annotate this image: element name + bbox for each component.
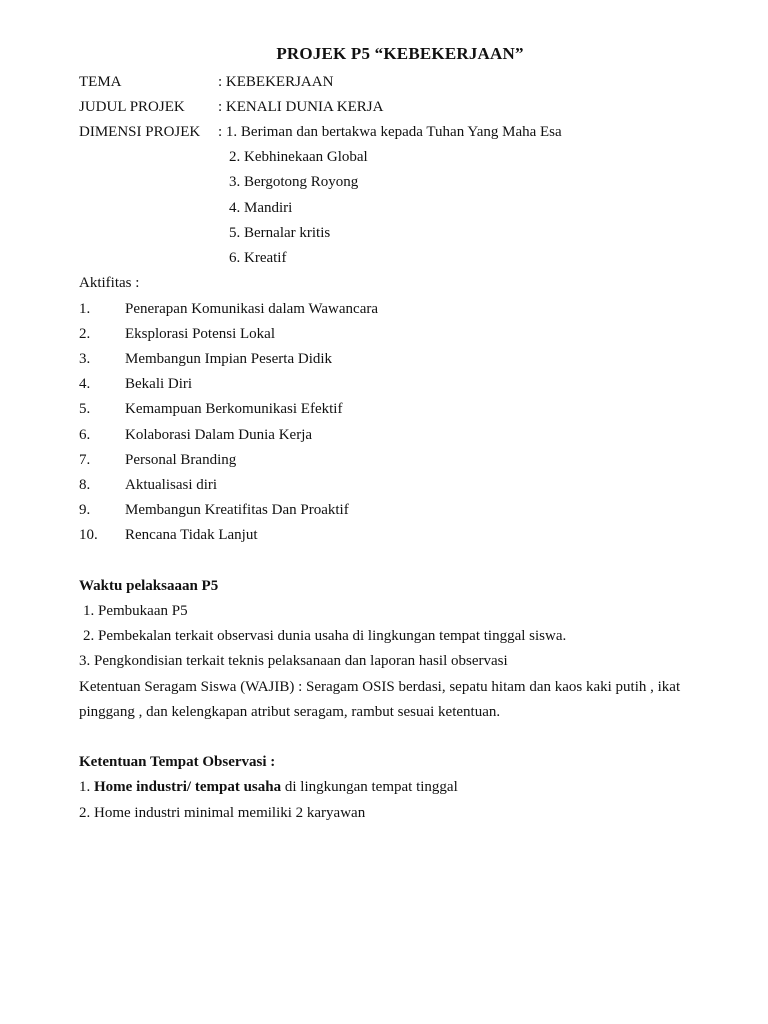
tempat-item [79, 778, 458, 796]
judul-value: : KENALI DUNIA KERJA [218, 99, 384, 115]
aktifitas-heading: Aktifitas : [79, 275, 140, 291]
list-number: 4. [79, 376, 91, 392]
list-number: 8. [79, 477, 91, 493]
dimensi-item: 4. Mandiri [229, 200, 293, 216]
dimensi-item: 2. Kebhinekaan Global [229, 149, 368, 165]
list-number: 6. [79, 427, 91, 443]
dimensi-item: 3. Bergotong Royong [229, 174, 359, 190]
seragam-text-line1: Ketentuan Seragam Siswa (WAJIB) : Seragam OSIS berdasi, sepatu hitam dan kaos kaki putih , ikat [79, 679, 681, 695]
tema-label: TEMA [79, 74, 122, 90]
list-text: Membangun Impian Peserta Didik [125, 351, 333, 367]
list-text: Aktualisasi diri [125, 477, 218, 493]
list-text: Bekali Diri [125, 376, 193, 392]
waktu-item: 3. Pengkondisian terkait teknis pelaksanaan dan laporan hasil observasi [79, 653, 508, 669]
list-number: 1. [79, 301, 91, 317]
waktu-item: 1. Pembukaan P5 [83, 603, 188, 619]
list-text: Eksplorasi Potensi Lokal [125, 326, 275, 342]
tempat-heading: Ketentuan Tempat Observasi : [79, 754, 276, 770]
waktu-item: 2. Pembekalan terkait observasi dunia usaha di lingkungan tempat tinggal siswa. [83, 628, 567, 644]
list-number: 5. [79, 401, 91, 417]
list-number: 3. [79, 351, 91, 367]
dimensi-item: 5. Bernalar kritis [229, 225, 331, 241]
list-number: 2. [79, 326, 91, 342]
judul-label: JUDUL PROJEK [79, 99, 185, 115]
tempat-item: 2. Home industri minimal memiliki 2 karyawan [79, 805, 366, 821]
list-number: 10. [79, 527, 98, 543]
list-text: Kemampuan Berkomunikasi Efektif [125, 401, 343, 417]
list-text: Rencana Tidak Lanjut [125, 527, 258, 543]
list-text: Membangun Kreatifitas Dan Proaktif [125, 502, 349, 518]
waktu-heading: Waktu pelaksaaan P5 [79, 578, 219, 594]
tempat-item-bold: Home industri/ tempat usaha [94, 779, 282, 795]
seragam-text-line2: pinggang , dan kelengkapan atribut seragam, rambut sesuai ketentuan. [79, 704, 501, 720]
list-text: Penerapan Komunikasi dalam Wawancara [125, 301, 379, 317]
list-number: 7. [79, 452, 91, 468]
tema-value: : KEBEKERJAAN [218, 74, 334, 90]
list-number: 9. [79, 502, 91, 518]
document-title: PROJEK P5 “KEBEKERJAAN” [276, 44, 524, 63]
tempat-item-rest: di lingkungan tempat tinggal [281, 779, 458, 795]
list-text: Kolaborasi Dalam Dunia Kerja [125, 427, 313, 443]
tempat-item-number: 1. [79, 779, 91, 795]
dimensi-item: 6. Kreatif [229, 250, 287, 266]
dimensi-item: : 1. Beriman dan bertakwa kepada Tuhan Yang Maha Esa [218, 124, 562, 140]
dimensi-label: DIMENSI PROJEK [79, 124, 201, 140]
list-text: Personal Branding [125, 452, 237, 468]
